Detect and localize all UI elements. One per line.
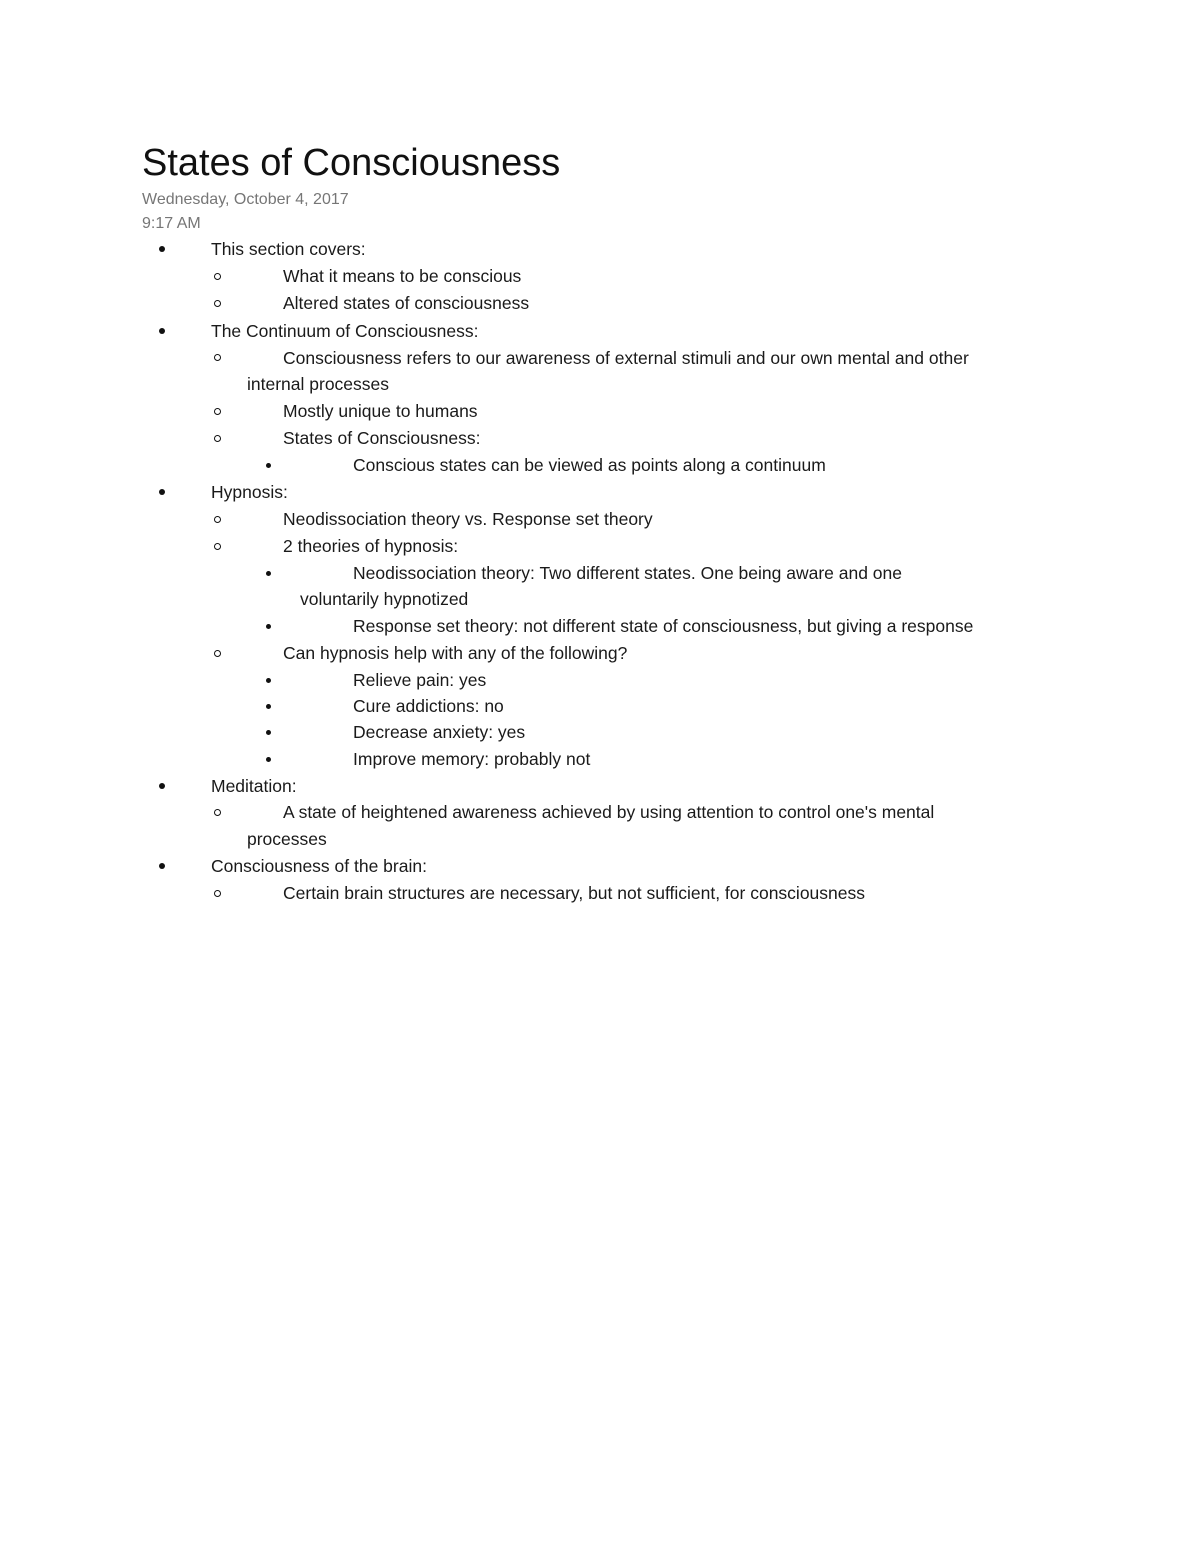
outline-item: Can hypnosis help with any of the following? bbox=[283, 643, 628, 663]
outline-item: Neodissociation theory: Two different states. One being aware and one bbox=[353, 563, 903, 583]
bullet-dot-icon bbox=[266, 670, 273, 692]
bullet-dot-icon bbox=[266, 696, 273, 718]
bullet-circle-icon bbox=[214, 266, 223, 288]
note-date: Wednesday, October 4, 2017 bbox=[142, 191, 349, 208]
outline-item: This section covers: bbox=[211, 239, 366, 259]
outline-item: States of Consciousness: bbox=[283, 428, 481, 448]
bullet-dot-icon bbox=[266, 616, 273, 638]
outline-item: Altered states of consciousness bbox=[283, 293, 530, 313]
bullet-circle-icon bbox=[214, 293, 223, 315]
outline-item: Conscious states can be viewed as points along a continuum bbox=[353, 455, 826, 475]
bullet-disc-icon bbox=[159, 481, 167, 503]
outline-item: Hypnosis: bbox=[211, 482, 288, 502]
outline-item: Certain brain structures are necessary, but not sufficient, for consciousness bbox=[283, 883, 865, 903]
bullet-disc-icon bbox=[159, 238, 167, 260]
outline-item: Consciousness refers to our awareness of external stimuli and our own mental and other bbox=[283, 348, 969, 368]
outline-item: 2 theories of hypnosis: bbox=[283, 536, 459, 556]
bullet-circle-icon bbox=[214, 401, 223, 423]
bullet-circle-icon bbox=[214, 347, 223, 369]
outline-item: Relieve pain: yes bbox=[353, 670, 487, 690]
outline-item-continuation: internal processes bbox=[247, 374, 390, 394]
page-title: States of Consciousness bbox=[142, 142, 561, 184]
outline-item: What it means to be conscious bbox=[283, 266, 522, 286]
bullet-circle-icon bbox=[214, 428, 223, 450]
outline-item-continuation: voluntarily hypnotized bbox=[300, 589, 469, 609]
outline-item: Response set theory: not different state of consciousness, but giving a response bbox=[353, 616, 974, 636]
bullet-circle-icon bbox=[214, 883, 223, 905]
outline-item: Neodissociation theory vs. Response set theory bbox=[283, 509, 653, 529]
bullet-dot-icon bbox=[266, 749, 273, 771]
outline-item-continuation: processes bbox=[247, 829, 327, 849]
bullet-circle-icon bbox=[214, 509, 223, 531]
bullet-circle-icon bbox=[214, 643, 223, 665]
bullet-dot-icon bbox=[266, 563, 273, 585]
bullet-disc-icon bbox=[159, 775, 167, 797]
bullet-disc-icon bbox=[159, 855, 167, 877]
note-time: 9:17 AM bbox=[142, 215, 201, 232]
outline-item: Cure addictions: no bbox=[353, 696, 504, 716]
outline-item: A state of heightened awareness achieved by using attention to control one's mental bbox=[283, 802, 935, 822]
bullet-circle-icon bbox=[214, 536, 223, 558]
bullet-dot-icon bbox=[266, 722, 273, 744]
bullet-dot-icon bbox=[266, 455, 273, 477]
outline-item: Consciousness of the brain: bbox=[211, 856, 427, 876]
outline-item: The Continuum of Consciousness: bbox=[211, 321, 479, 341]
bullet-disc-icon bbox=[159, 320, 167, 342]
bullet-circle-icon bbox=[214, 802, 223, 824]
outline-item: Mostly unique to humans bbox=[283, 401, 478, 421]
outline-item: Decrease anxiety: yes bbox=[353, 722, 526, 742]
outline-item: Improve memory: probably not bbox=[353, 749, 591, 769]
outline-item: Meditation: bbox=[211, 776, 297, 796]
